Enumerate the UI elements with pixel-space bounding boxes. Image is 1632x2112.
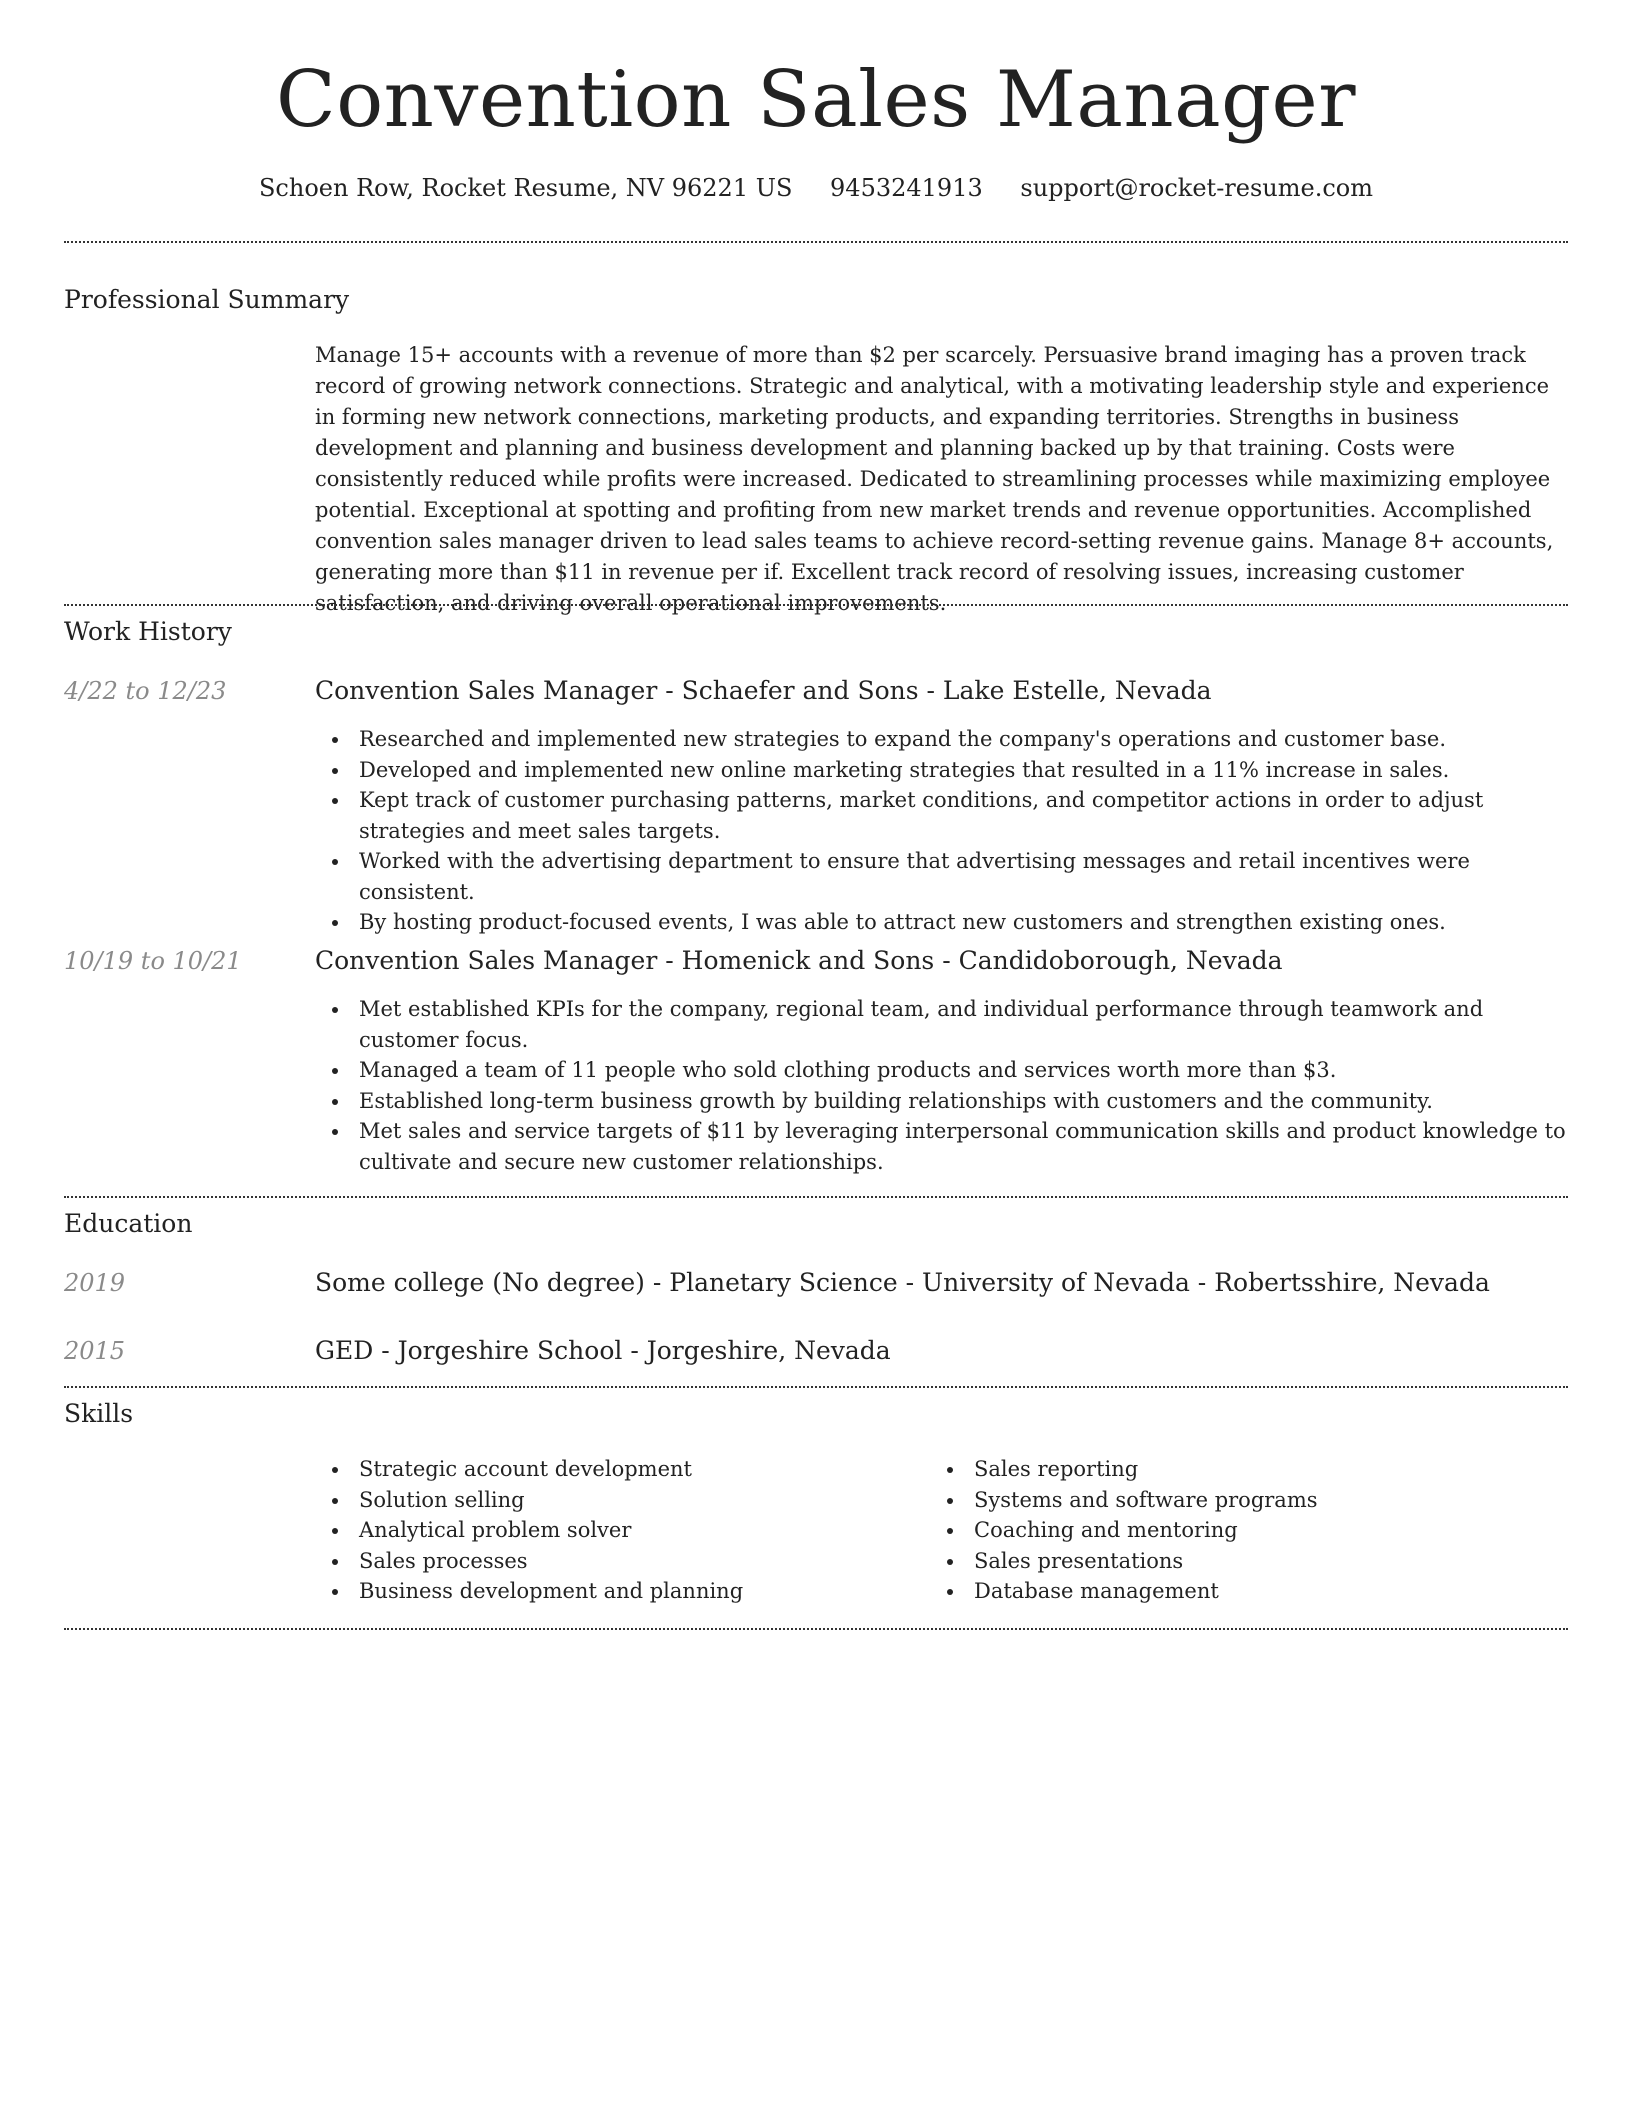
education-title: Some college (No degree) - Planetary Science - University of Nevada - Robertsshire, Nevada: [315, 1268, 1490, 1297]
divider: [64, 604, 1568, 606]
skill-item: Sales processes: [315, 1546, 915, 1577]
divider: [64, 1628, 1568, 1630]
list-item: Kept track of customer purchasing patterns, market conditions, and competitor actions in order to adjust strategies and meet sales targets.: [315, 785, 1568, 846]
divider: [64, 241, 1568, 243]
section-title-summary: Professional Summary: [64, 285, 350, 314]
education-year: 2015: [64, 1337, 126, 1365]
work-dates: 4/22 to 12/23: [64, 677, 227, 705]
work-bullets: [315, 724, 1568, 938]
summary-text: Manage 15+ accounts with a revenue of more than $2 per scarcely. Persuasive brand imaging has a proven track record of growing network connections. Strategic and analytical, with a motivating leadership style and experience in forming new network connections, marketing products, and expanding territories. Strengths in business development and planning and business development and planning backed up by that training. Costs were consistently reduced while profits were increased. Dedicated to streamlining processes while maximizing employee potential. Exceptional at spotting and profiting from new market trends and revenue opportunities. Accomplished convention sales manager driven to lead sales teams to achieve record-setting revenue gains. Manage 8+ accounts, generating more than $11 in revenue per if. Excellent track record of resolving issues, increasing customer satisfaction, and driving overall operational improvements.: [315, 343, 1554, 615]
list-item: Developed and implemented new online marketing strategies that resulted in a 11% increase in sales.: [315, 755, 1568, 786]
section-title-education: Education: [64, 1209, 193, 1238]
skill-item: Database management: [930, 1576, 1530, 1607]
education-year: 2019: [64, 1269, 126, 1297]
list-item: By hosting product-focused events, I was able to attract new customers and strengthen existing ones.: [315, 907, 1568, 938]
skills-list-right: [930, 1454, 1530, 1607]
work-title: Convention Sales Manager - Homenick and Sons - Candidoborough, Nevada: [315, 946, 1283, 975]
skill-item: Business development and planning: [315, 1576, 915, 1607]
list-item: Met established KPIs for the company, regional team, and individual performance through teamwork and customer focus.: [315, 994, 1568, 1055]
skills-list-left: [315, 1454, 915, 1607]
skill-item: Coaching and mentoring: [930, 1515, 1530, 1546]
work-bullets: [315, 994, 1568, 1177]
section-title-work: Work History: [64, 617, 232, 646]
divider: [64, 1386, 1568, 1388]
skill-item: Analytical problem solver: [315, 1515, 915, 1546]
contact-line: [64, 172, 1568, 204]
skill-item: Strategic account development: [315, 1454, 915, 1485]
skill-item: Sales presentations: [930, 1546, 1530, 1577]
list-item: Researched and implemented new strategies to expand the company's operations and customer base.: [315, 724, 1568, 755]
divider: [64, 1196, 1568, 1198]
list-item: Managed a team of 11 people who sold clothing products and services worth more than $3.: [315, 1055, 1568, 1086]
contact-address: Schoen Row, Rocket Resume, NV 96221 US: [258, 174, 793, 202]
resume-name: Convention Sales Manager: [276, 55, 1356, 145]
contact-phone: 9453241913: [830, 174, 983, 202]
work-title: Convention Sales Manager - Schaefer and Sons - Lake Estelle, Nevada: [315, 676, 1212, 705]
education-title: GED - Jorgeshire School - Jorgeshire, Nevada: [315, 1336, 891, 1365]
work-dates: 10/19 to 10/21: [64, 947, 242, 975]
contact-email: support@rocket-resume.com: [1020, 174, 1373, 202]
list-item: Established long-term business growth by building relationships with customers and the community.: [315, 1086, 1568, 1117]
section-title-skills: Skills: [64, 1399, 134, 1428]
list-item: Worked with the advertising department to ensure that advertising messages and retail incentives were consistent.: [315, 846, 1568, 907]
list-item: Met sales and service targets of $11 by leveraging interpersonal communication skills and product knowledge to cultivate and secure new customer relationships.: [315, 1116, 1568, 1177]
skill-item: Systems and software programs: [930, 1485, 1530, 1516]
skill-item: Sales reporting: [930, 1454, 1530, 1485]
skill-item: Solution selling: [315, 1485, 915, 1516]
